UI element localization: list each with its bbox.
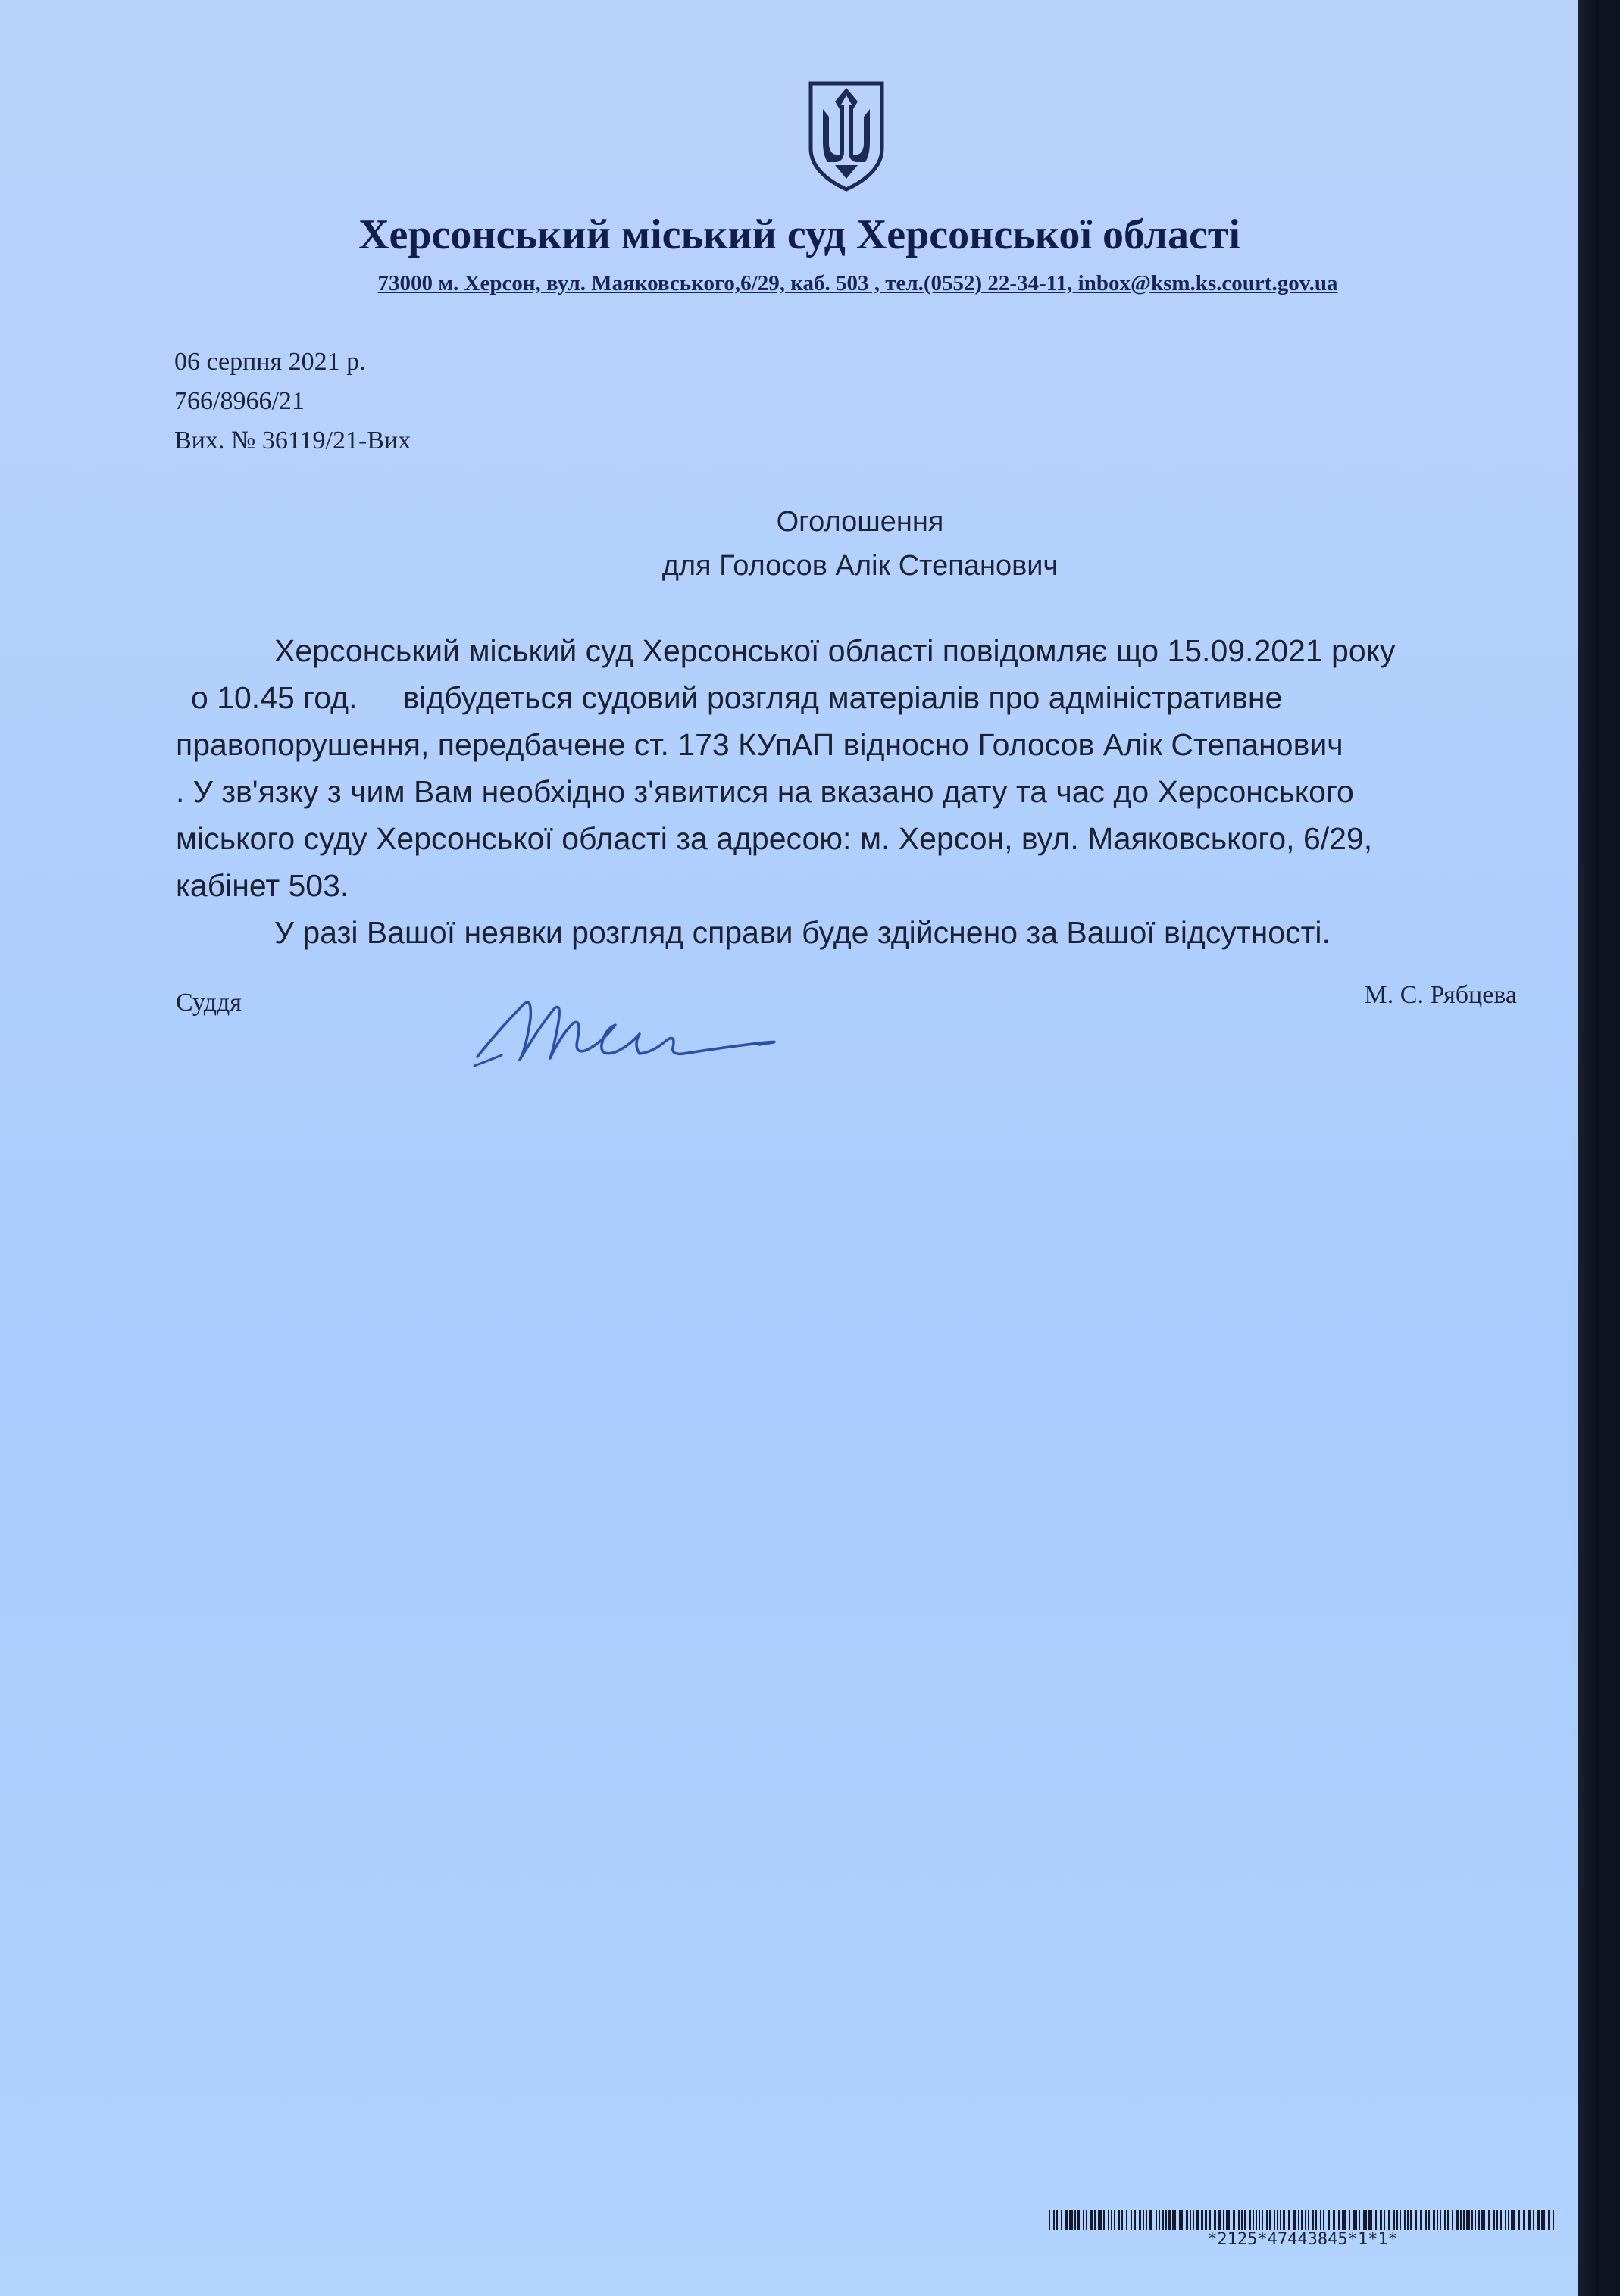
barcode-bar	[1404, 2210, 1406, 2230]
body-line: правопорушення, передбачене ст. 173 КУпАП відносно Голосов Алік Степанович	[176, 727, 1343, 762]
barcode-bar	[1131, 2210, 1132, 2230]
barcode-bar	[1256, 2210, 1257, 2230]
barcode-bar	[1226, 2210, 1230, 2230]
barcode-bar	[1218, 2210, 1221, 2230]
barcode-bar	[1186, 2210, 1188, 2230]
barcode-bar	[1447, 2210, 1449, 2230]
body-line: кабінет 503.	[176, 868, 349, 903]
barcode-bar	[1511, 2210, 1515, 2230]
signer-role: Суддя	[176, 989, 242, 1017]
barcode-bar	[1478, 2210, 1480, 2230]
barcode-bar	[1233, 2210, 1235, 2230]
barcode-bar	[1159, 2210, 1160, 2230]
barcode-bar	[1179, 2210, 1183, 2230]
notice-title: Оголошення	[776, 506, 944, 538]
barcode-bar	[1375, 2210, 1377, 2230]
barcode-bar	[1077, 2210, 1080, 2230]
barcode-bar	[1249, 2210, 1251, 2230]
barcode-bar	[1065, 2210, 1068, 2230]
court-name: Херсонський міський суд Херсонської області	[358, 211, 1240, 258]
barcode-bar	[1323, 2210, 1324, 2230]
barcode-bar	[1083, 2210, 1084, 2230]
barcode-bar	[1456, 2210, 1459, 2230]
barcode-bar	[1262, 2210, 1263, 2230]
barcode-bar	[1168, 2210, 1171, 2230]
barcode-bar	[1428, 2210, 1430, 2230]
barcode-bar	[1190, 2210, 1191, 2230]
barcode-bar	[1053, 2210, 1055, 2230]
judge-name: М. С. Рябцева	[1364, 981, 1517, 1009]
barcode-bar	[1410, 2210, 1412, 2230]
barcode-bar	[1244, 2210, 1246, 2230]
barcode-bar	[1098, 2210, 1102, 2230]
barcode-bar	[1349, 2210, 1350, 2230]
barcode-bar	[1238, 2210, 1240, 2230]
barcode-bar	[1415, 2210, 1417, 2230]
barcode-bar	[1433, 2210, 1435, 2230]
barcode-bar	[1301, 2210, 1303, 2230]
barcode-bar	[1363, 2210, 1367, 2230]
court-address: 73000 м. Херсон, вул. Маяковського,6/29, каб. 503 , тел.(0552) 22-34-11, inbox@ksm.ks.court.gov.ua	[377, 271, 1338, 295]
barcode-bar	[1338, 2210, 1340, 2230]
notice-heading	[0, 500, 1599, 588]
barcode-bar	[1094, 2210, 1096, 2230]
barcode-bar	[1108, 2210, 1109, 2230]
barcode-bar	[1384, 2210, 1385, 2230]
trident-coat-of-arms-icon	[805, 79, 888, 192]
barcode-bar	[1126, 2210, 1127, 2230]
barcode-bar	[1481, 2210, 1485, 2230]
barcode-bar	[1342, 2210, 1346, 2230]
barcode-bar	[1308, 2210, 1309, 2230]
barcode-bar	[1280, 2210, 1281, 2230]
barcode-bar	[1328, 2210, 1330, 2230]
barcode-bar	[1388, 2210, 1390, 2230]
body-line	[176, 674, 1540, 721]
barcode-bar	[1533, 2210, 1534, 2230]
barcode-bar	[1528, 2210, 1531, 2230]
barcode-bar	[1253, 2210, 1254, 2230]
barcode-bar	[1134, 2210, 1136, 2230]
barcode-bar	[1508, 2210, 1509, 2230]
barcode-bar	[1269, 2210, 1271, 2230]
body-line: міського суду Херсонської області за адресою: м. Херсон, вул. Маяковського, 6/29,	[176, 821, 1373, 856]
barcode-bar	[1471, 2210, 1473, 2230]
notice-addressee: для Голосов Алік Степанович	[661, 550, 1059, 582]
barcode-bar	[1143, 2210, 1144, 2230]
barcode-bar	[1149, 2210, 1152, 2230]
barcode-bar	[1466, 2210, 1470, 2230]
barcode-bar	[1172, 2210, 1176, 2230]
case-number: 766/8966/21	[174, 387, 305, 415]
barcode-bar	[1274, 2210, 1275, 2230]
hearing-time: о 10.45 год.	[191, 680, 358, 715]
barcode-bar	[1452, 2210, 1453, 2230]
barcode-bar	[1223, 2210, 1224, 2230]
signature-block	[176, 981, 1517, 1095]
barcode-bar	[1298, 2210, 1299, 2230]
barcode-bar	[1196, 2210, 1199, 2230]
barcode-bar	[1537, 2210, 1540, 2230]
barcode-bar	[1049, 2210, 1050, 2230]
barcode-bar	[1548, 2210, 1550, 2230]
barcode-bar	[1553, 2210, 1554, 2230]
barcode-bar	[1288, 2210, 1290, 2230]
barcode-bar	[1541, 2210, 1545, 2230]
body-line: Херсонський міський суд Херсонської області повідомляє що 15.09.2021 року	[274, 633, 1396, 668]
barcode-bar	[1293, 2210, 1296, 2230]
body-line: . У зв'язку з чим Вам необхідно з'явитися на вказано дату та час до Херсонського	[176, 774, 1354, 809]
outgoing-number: Вих. № 36119/21-Вих	[174, 426, 411, 455]
barcode-bar	[1118, 2210, 1120, 2230]
barcode-bar	[1241, 2210, 1243, 2230]
barcode-bar	[1353, 2210, 1357, 2230]
document-meta	[174, 342, 411, 461]
page-edge-shadow	[1578, 0, 1599, 2296]
barcode-bar	[1425, 2210, 1427, 2230]
barcode	[1049, 2210, 1556, 2230]
barcode-bar	[1277, 2210, 1278, 2230]
barcode-bar	[1460, 2210, 1462, 2230]
barcode-bar	[1139, 2210, 1141, 2230]
barcode-bar	[1496, 2210, 1498, 2230]
barcode-bar	[1056, 2210, 1058, 2230]
barcode-bar	[1333, 2210, 1335, 2230]
barcode-bar	[1103, 2210, 1105, 2230]
barcode-bar	[1111, 2210, 1112, 2230]
barcode-bar	[1493, 2210, 1495, 2230]
barcode-bar	[1086, 2210, 1087, 2230]
barcode-bar	[1156, 2210, 1157, 2230]
barcode-bar	[1393, 2210, 1395, 2230]
barcode-bar	[1320, 2210, 1321, 2230]
barcode-bar	[1407, 2210, 1409, 2230]
barcode-bar	[1205, 2210, 1207, 2230]
barcode-bar	[1505, 2210, 1506, 2230]
barcode-bar	[1475, 2210, 1476, 2230]
barcode-bar	[1380, 2210, 1382, 2230]
barcode-bar	[1368, 2210, 1372, 2230]
barcode-bar	[1259, 2210, 1260, 2230]
barcode-bar	[1165, 2210, 1167, 2230]
barcode-bar	[1488, 2210, 1490, 2230]
barcode-bar	[1437, 2210, 1438, 2230]
barcode-bar	[1315, 2210, 1317, 2230]
barcode-bar	[1500, 2210, 1502, 2230]
barcode-bar	[1146, 2210, 1147, 2230]
barcode-bar	[1209, 2210, 1211, 2230]
barcode-bar	[1069, 2210, 1073, 2230]
barcode-bar	[1114, 2210, 1115, 2230]
barcode-bar	[1396, 2210, 1398, 2230]
barcode-bar	[1400, 2210, 1401, 2230]
barcode-bar	[1061, 2210, 1062, 2230]
barcode-bar	[1305, 2210, 1306, 2230]
barcode-bar	[1214, 2210, 1216, 2230]
document-date: 06 серпня 2021 р.	[174, 348, 366, 376]
barcode-bar	[1312, 2210, 1314, 2230]
barcode-bar	[1444, 2210, 1446, 2230]
barcode-bar	[1121, 2210, 1123, 2230]
barcode-bar	[1074, 2210, 1076, 2230]
barcode-bar	[1518, 2210, 1520, 2230]
barcode-bar	[1090, 2210, 1093, 2230]
barcode-text: *2125*47443845*1*1*	[1207, 2230, 1398, 2249]
barcode-bar	[1193, 2210, 1194, 2230]
barcode-bar	[1523, 2210, 1525, 2230]
body-line: У разі Вашої неявки розгляд справи буде здійснено за Вашої відсутності.	[274, 915, 1331, 950]
barcode-bar	[1283, 2210, 1285, 2230]
barcode-bar	[1266, 2210, 1268, 2230]
barcode-bar	[1162, 2210, 1164, 2230]
notice-body	[176, 627, 1540, 956]
barcode-bar	[1420, 2210, 1422, 2230]
barcode-bar	[1440, 2210, 1441, 2230]
barcode-bar	[1463, 2210, 1465, 2230]
barcode-bar	[1359, 2210, 1360, 2230]
body-line-rest: відбудеться судовий розгляд матеріалів про адміністративне	[402, 680, 1283, 715]
handwritten-signature	[471, 981, 911, 1095]
barcode-bar	[1201, 2210, 1203, 2230]
